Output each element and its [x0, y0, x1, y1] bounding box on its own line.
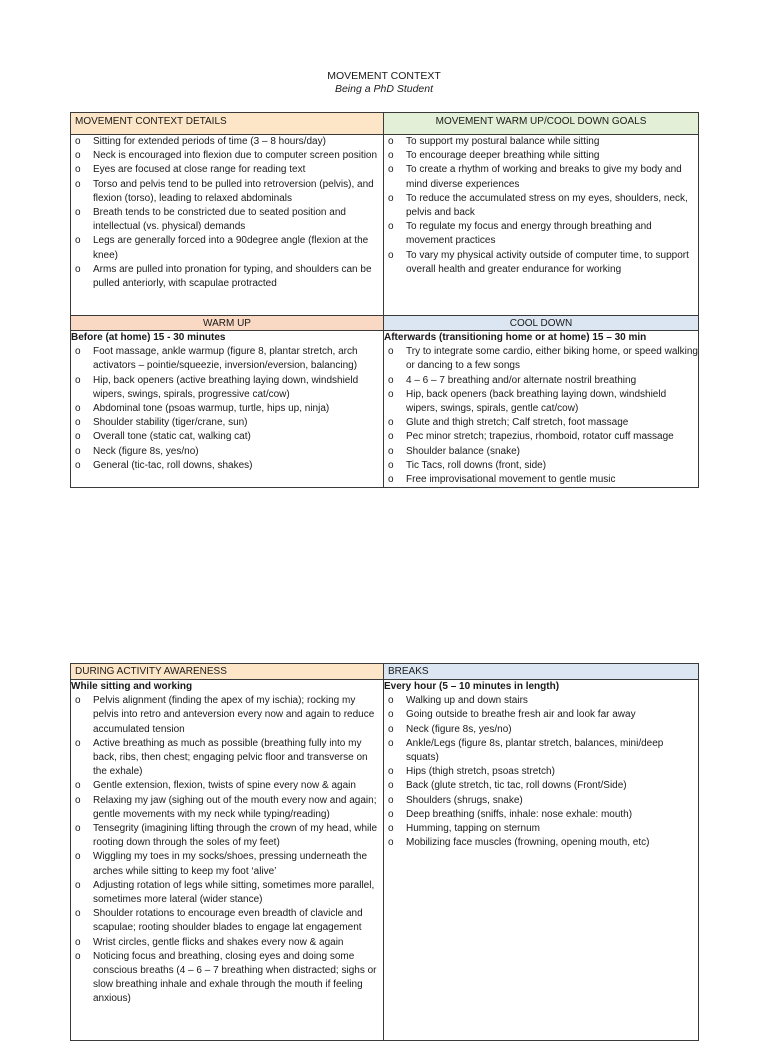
list-item: o Shoulder balance (snake)	[384, 445, 698, 459]
activity-breaks-table	[70, 663, 699, 1041]
list-item: o Back (glute stretch, tic tac, roll downs (Front/Side)	[384, 779, 698, 793]
list-item: o To create a rhythm of working and breaks to give my body and mind diverse experiences	[384, 163, 698, 191]
list-item: o Eyes are focused at close range for reading text	[71, 163, 383, 177]
list-item: o Walking up and down stairs	[384, 694, 698, 708]
list-item: o Pelvis alignment (finding the apex of my ischia); rocking my pelvis into retro and anteversion every now and again to reduce accumulated tension	[71, 694, 383, 737]
list-item: o Pec minor stretch; trapezius, rhomboid, rotator cuff massage	[384, 430, 698, 444]
list-item: o Free improvisational movement to gentle music	[384, 473, 698, 487]
list-item: o Try to integrate some cardio, either biking home, or speed walking or dancing to a few songs	[384, 345, 698, 373]
list-item: o Legs are generally forced into a 90degree angle (flexion at the knee)	[71, 234, 383, 262]
list-item: o Neck (figure 8s, yes/no)	[71, 445, 383, 459]
list-item: o Shoulders (shrugs, snake)	[384, 794, 698, 808]
list-item: o Active breathing as much as possible (breathing fully into my back, ribs, then chest; engaging pelvic floor and transverse on the exhale)	[71, 737, 383, 780]
goals-cell	[384, 135, 699, 316]
list-item: o Adjusting rotation of legs while sitting, sometimes more parallel, sometimes more lateral (wider stance)	[71, 879, 383, 907]
list-item: o Going outside to breathe fresh air and look far away	[384, 708, 698, 722]
breaks-list	[384, 694, 698, 850]
movement-context-table	[70, 112, 699, 488]
list-item: o Gentle extension, flexion, twists of spine every now & again	[71, 779, 383, 793]
list-item: o Hip, back openers (back breathing laying down, windshield wipers, swings, spirals, gentle cat/cow)	[384, 388, 698, 416]
list-item: o To support my postural balance while sitting	[384, 135, 698, 149]
breaks-cell	[384, 680, 699, 1041]
breaks-subhead: Every hour (5 – 10 minutes in length)	[384, 681, 560, 692]
list-item: o Breath tends to be constricted due to seated position and intellectual (vs. physical) demands	[71, 206, 383, 234]
goals-header: MOVEMENT WARM UP/COOL DOWN GOALS	[384, 113, 699, 135]
list-item: o General (tic-tac, roll downs, shakes)	[71, 459, 383, 473]
awareness-list	[71, 694, 383, 1006]
details-header: MOVEMENT CONTEXT DETAILS	[71, 113, 384, 135]
list-item: o Ankle/Legs (figure 8s, plantar stretch, balances, mini/deep squats)	[384, 737, 698, 765]
list-item: o To vary my physical activity outside of computer time, to support overall health and greater endurance for working	[384, 249, 698, 277]
list-item: o Tensegrity (imagining lifting through the crown of my head, while rooting down through the soles of my feet)	[71, 822, 383, 850]
list-item: o Glute and thigh stretch; Calf stretch, foot massage	[384, 416, 698, 430]
list-item: o Sitting for extended periods of time (3 – 8 hours/day)	[71, 135, 383, 149]
list-item: o Relaxing my jaw (sighing out of the mouth every now and again; gentle movements with my neck while typing/reading)	[71, 794, 383, 822]
details-list	[71, 135, 383, 291]
list-item: o 4 – 6 – 7 breathing and/or alternate nostril breathing	[384, 374, 698, 388]
list-item: o Wrist circles, gentle flicks and shakes every now & again	[71, 936, 383, 950]
list-item: o To reduce the accumulated stress on my eyes, shoulders, neck, pelvis and back	[384, 192, 698, 220]
awareness-header: DURING ACTIVITY AWARENESS	[71, 664, 384, 680]
cooldown-list	[384, 345, 698, 487]
breaks-header: BREAKS	[384, 664, 699, 680]
list-item: o Wiggling my toes in my socks/shoes, pressing underneath the arches while sitting to keep my foot ‘alive’	[71, 850, 383, 878]
list-item: o Deep breathing (sniffs, inhale: nose exhale: mouth)	[384, 808, 698, 822]
awareness-cell	[71, 680, 384, 1041]
list-item: o Overall tone (static cat, walking cat)	[71, 430, 383, 444]
list-item: o Arms are pulled into pronation for typing, and shoulders can be pulled anteriorly, with scapulae protracted	[71, 263, 383, 291]
list-item: o Humming, tapping on sternum	[384, 822, 698, 836]
warmup-subhead: Before (at home) 15 - 30 minutes	[71, 332, 226, 343]
list-item: o Noticing focus and breathing, closing eyes and doing some conscious breaths (4 – 6 – 7 breathing when distracted; sighs or slow breathing inhale and exhale through the mouth if feeling anxious)	[71, 950, 383, 1007]
list-item: o Foot massage, ankle warmup (figure 8, plantar stretch, arch activators – pointie/squeezie, inversion/eversion, balancing)	[71, 345, 383, 373]
warmup-header: WARM UP	[71, 316, 384, 331]
warmup-cell	[71, 331, 384, 488]
list-item: o Abdominal tone (psoas warmup, turtle, hips up, ninja)	[71, 402, 383, 416]
list-item: o To regulate my focus and energy through breathing and movement practices	[384, 220, 698, 248]
list-item: o Shoulder stability (tiger/crane, sun)	[71, 416, 383, 430]
details-cell	[71, 135, 384, 316]
document-title: MOVEMENT CONTEXT	[327, 70, 441, 82]
list-item: o Tic Tacs, roll downs (front, side)	[384, 459, 698, 473]
warmup-list	[71, 345, 383, 473]
list-item: o Mobilizing face muscles (frowning, opening mouth, etc)	[384, 836, 698, 850]
goals-list	[384, 135, 698, 277]
document-title-block	[0, 70, 768, 96]
list-item: o Hips (thigh stretch, psoas stretch)	[384, 765, 698, 779]
list-item: o Torso and pelvis tend to be pulled into retroversion (pelvis), and flexion (torso), leading to relaxed abdominals	[71, 178, 383, 206]
document-subtitle: Being a PhD Student	[334, 83, 434, 95]
cooldown-cell	[384, 331, 699, 488]
list-item: o Neck is encouraged into flexion due to computer screen position	[71, 149, 383, 163]
list-item: o Hip, back openers (active breathing laying down, windshield wipers, swings, spirals, progressive cat/cow)	[71, 374, 383, 402]
awareness-subhead: While sitting and working	[71, 681, 193, 692]
cooldown-subhead: Afterwards (transitioning home or at home) 15 – 30 min	[384, 332, 647, 343]
cooldown-header: COOL DOWN	[384, 316, 699, 331]
list-item: o Shoulder rotations to encourage even breadth of clavicle and scapulae; rooting shoulder blades to engage lat engagement	[71, 907, 383, 935]
list-item: o Neck (figure 8s, yes/no)	[384, 723, 698, 737]
list-item: o To encourage deeper breathing while sitting	[384, 149, 698, 163]
